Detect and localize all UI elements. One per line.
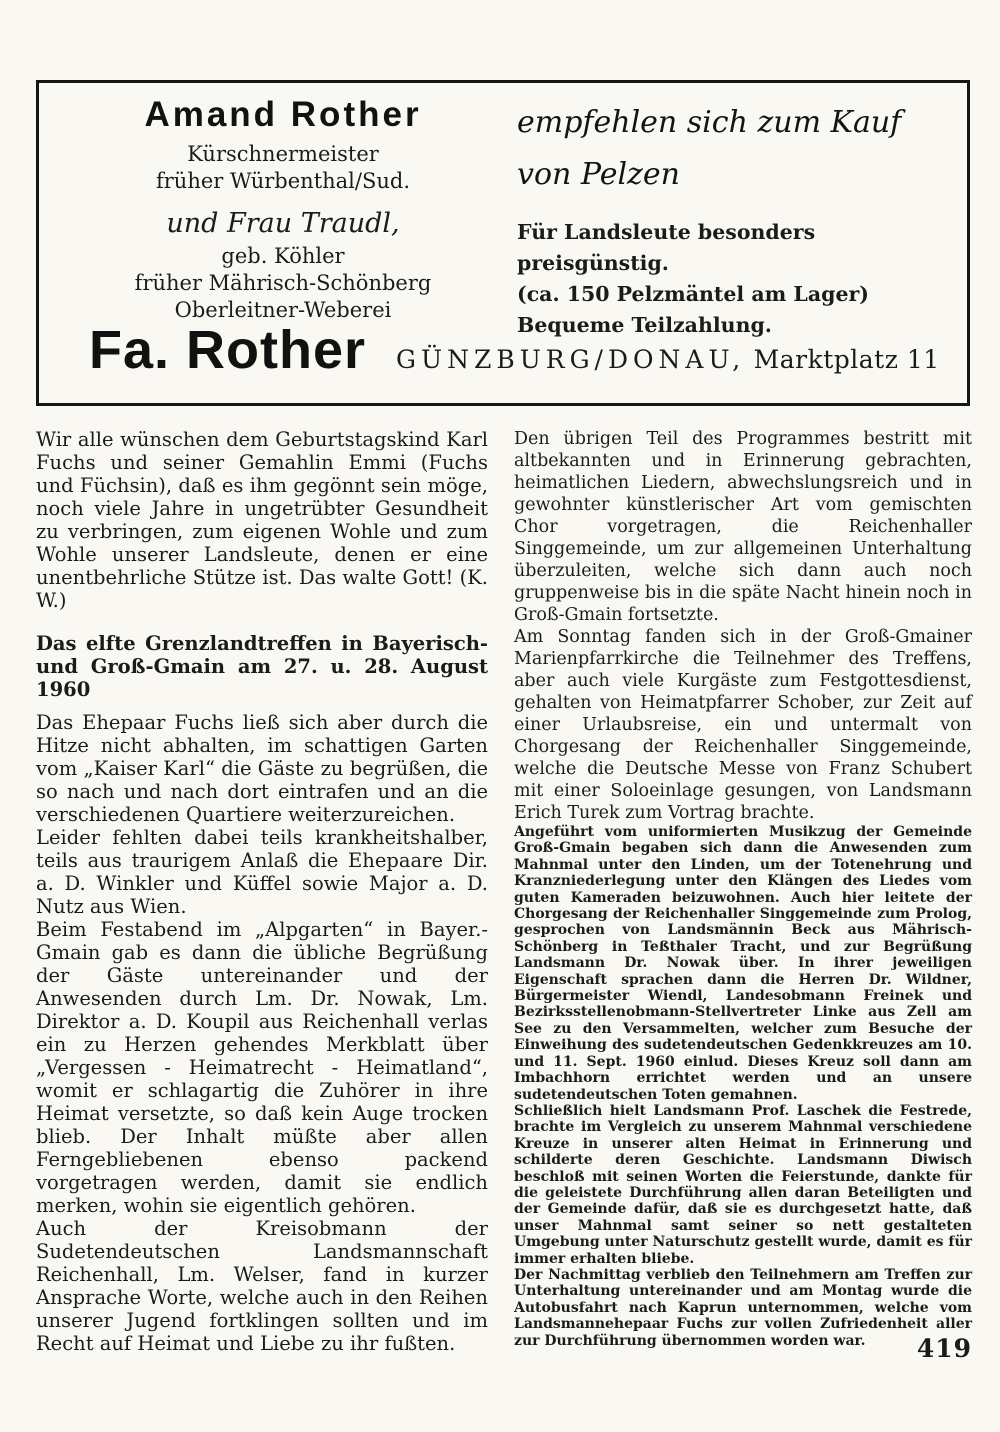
ad-wife-origin: früher Mährisch-Schönberg (134, 271, 432, 295)
left-text-column (36, 428, 488, 1355)
ad-firm-street: Marktplatz 11 (745, 345, 940, 374)
left-paragraph-festabend: Beim Festabend im „Alpgarten“ in Bayer.-Gmain gab es dann die übliche Begrüßung der Gäste untereinander und der Anwesenden durch Lm. Dr. Nowak, Lm. Direktor a. D. Koupil aus Reichenhall verlas ein zu Herzen gehendes Merkblatt über „Vergessen - Heimatrecht - Heimatland“, womit er schlagartig die Zuhörer in ihre Heimat versetzte, so daß kein Auge trocken blieb. Der Inhalt müßte aber allen Ferngebliebenen ebenso packend vorgetragen werden, damit sie endlich merken, wohin sie eigentlich gehören. (36, 918, 488, 1217)
ad-person-name: Amand Rother (144, 95, 422, 134)
ad-slogan-line2: von Pelzen (517, 157, 680, 192)
ad-slogan-line1: empfehlen sich zum Kauf (517, 105, 902, 140)
right-smalltext-festrede: Schließlich hielt Landsmann Prof. Laschek die Festrede, brachte im Vergleich zu unserem Mahnmal verschiedene Kreuze in unserer alten Heimat in Erinnerung und schilderte deren Geschichte. Landsmann Diwisch beschloß mit seinen Worten die Feierstunde, dankte für die geleistete Durchführung allen daran Beteiligten und der Gemeinde dafür, daß sie es durchgesetzt hatte, daß unser Mahnmal samt seiner so nett gestalteten Umgebung unter Naturschutz gestellt wurde, damit es für immer erhalten bliebe. (514, 1102, 973, 1267)
ad-firm-line (89, 319, 940, 381)
left-paragraph-birthday-wishes: Wir alle wünschen dem Geburtstagskind Karl Fuchs und seiner Gemahlin Emmi (Fuchs und Füchsin), daß es ihm gegönnt sein möge, noch viele Jahre in ungetrübter Gesundheit zu verbringen, zum eigenen Wohle und zum Wohle unserer Landsleute, denen er eine unentbehrliche Stütze ist. Das walte Gott! (K. W.) (36, 428, 488, 612)
ad-firm-address (396, 345, 940, 374)
article-heading-grenzlandtreffen: Das elfte Grenzlandtreffen in Bayerisch- und Groß-Gmain am 27. u. 28. August 1960 (36, 632, 488, 701)
ad-detail-price: Für Landsleute besonders preisgünstig. (517, 220, 816, 275)
right-smalltext-mahnmal: Angeführt vom uniformierten Musikzug der Gemeinde Groß-Gmain begaben sich dann die Anwesenden zum Mahnmal unter den Linden, um der Totenehrung und Kranzniederlegung unter den Klängen des Liedes vom guten Kameraden beizuwohnen. Auch hier leitete der Chorgesang der Reichenhaller Singgemeinde zum Prolog, gesprochen von Landsmännin Beck aus Mährisch-Schönberg in Teßthaler Tracht, und zur Begrüßung Landsmann Dr. Nowak über. In ihrer jeweiligen Eigenschaft sprachen dann die Herren Dr. Wildner, Bürgermeister Wiendl, Landesobmann Freinek und Bezirksstellenobmann-Stellvertreter Linke aus Zell am See zu den Versammelten, welcher zum Besuche der Einweihung des sudetendeutschen Gedenkkreuzes am 10. und 11. Sept. 1960 einlud. Dieses Kreuz soll dann am Imbachhorn errichtet werden und an unsere sudetendeutschen Toten gemahnen. (514, 824, 972, 1103)
ad-person-origin: früher Würbenthal/Sud. (156, 169, 410, 193)
right-paragraph-sonntag-kirche: Am Sonntag fanden sich in der Groß-Gmainer Marienpfarrkirche die Teilnehmer des Treffens, aber auch viele Kurgäste zum Festgottesdienst, gehalten von Heimatpfarrer Schober, zur Zeit auf einer Urlaubsreise, ein und untermalt von Chorgesang der Reichenhaller Singgemeinde, welche die Deutsche Messe von Franz Schubert mit einer Soloeinlage gesungen, von Landsmann Erich Turek zum Vortrag brachte. (514, 627, 972, 823)
ad-wife-name: und Frau Traudl, (166, 208, 400, 239)
left-paragraph-kreisobmann: Auch der Kreisobmann der Sudetendeutschen Landsmannschaft Reichenhall, Lm. Welser, fand in kurzer Ansprache Worte, welche auch in den Reihen unserer Jugend fortklingen sollten und im Recht auf Heimat und Liebe zu ihr fußten. (36, 1217, 488, 1355)
page-number: 419 (916, 1334, 972, 1363)
right-smalltext-nachmittag: Der Nachmittag verblieb den Teilnehmern am Treffen zur Unterhaltung untereinander und am Montag wurde die Autobusfahrt nach Kaprun unternommen, welche vom Landsmannehepaar Fuchs zur vollen Zufriedenheit aller zur Durchführung übernommen worden war. (514, 1266, 972, 1349)
right-paragraph-programme: Den übrigen Teil des Programmes bestritt mit altbekannten und in Erinnerung gebrachten, heimatlichen Liedern, abwechslungsreich und in gewohnter künstlerischer Art vom gemischten Chor vorgetragen, die Reichenhaller Singgemeinde, um zur allgemeinen Unterhaltung überzuleiten, welche sich dann auch noch gruppenweise bis in die späte Nacht hinein noch in Groß-Gmain fortsetzte. (514, 429, 972, 625)
ad-offer-block (517, 97, 957, 341)
advertisement-box (36, 80, 970, 406)
ad-detail-stock: (ca. 150 Pelzmäntel am Lager) (517, 282, 870, 306)
ad-firm-name: Fa. Rother (89, 320, 367, 380)
left-paragraph-greeting-guests: Das Ehepaar Fuchs ließ sich aber durch die Hitze nicht abhalten, im schattigen Garten vom „Kaiser Karl“ die Gäste zu begrüßen, die so nach und nach dort eintrafen und an die verschiedenen Quartiere weiterzureichen. (36, 711, 488, 826)
left-paragraph-missing-couples: Leider fehlten dabei teils krankheitshalber, teils aus traurigem Anlaß die Ehepaare Dir. a. D. Winkler und Küffel sowie Major a. D. Nutz aus Wien. (36, 826, 488, 918)
ad-wife-firm: Oberleitner-Weberei (174, 298, 392, 322)
ad-person-block (57, 95, 509, 324)
ad-wife-maiden-name: geb. Köhler (221, 244, 345, 268)
right-text-column (514, 428, 972, 1349)
ad-firm-city: GÜNZBURG/DONAU, (396, 345, 746, 374)
ad-detail-payment: Bequeme Teilzahlung. (517, 313, 772, 337)
ad-person-title: Kürschnermeister (187, 142, 379, 166)
